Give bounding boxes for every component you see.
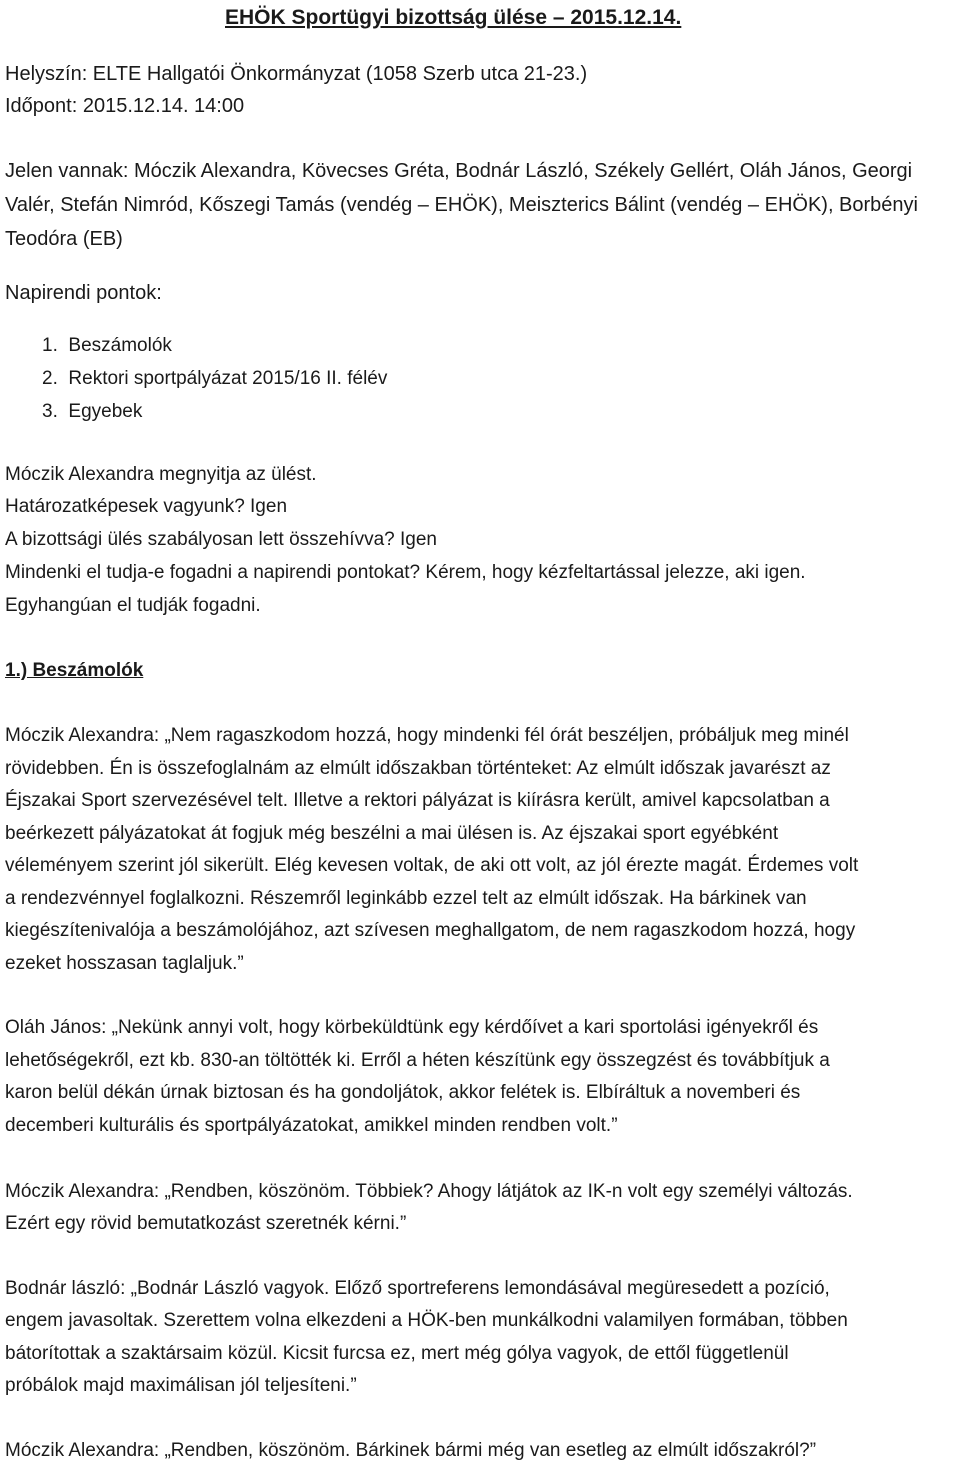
paragraph-line: decemberi kulturális és sportpályázatokat, amikkel minden rendben volt.”: [5, 1115, 618, 1136]
agenda-item: 2. Rektori sportpályázat 2015/16 II. félév: [42, 368, 388, 389]
paragraph-line: engem javasoltak. Szerettem volna elkezdeni a HÖK-ben munkálkodni valamilyen formában, többen: [5, 1310, 848, 1331]
paragraph-line: Móczik Alexandra: „Rendben, köszönöm. Többiek? Ahogy látjátok az IK-n volt egy személyi változás.: [5, 1181, 853, 1202]
paragraph-line: Ezért egy rövid bemutatkozást szeretnék kérni.”: [5, 1213, 407, 1234]
paragraph-line: rövidebben. Én is összefoglalnám az elmúlt időszakban történteket: Az elmúlt időszak javarészt az: [5, 758, 831, 779]
attendees-line: Jelen vannak: Móczik Alexandra, Kövecses Gréta, Bodnár László, Székely Gellért, Oláh János, Georgi: [5, 160, 913, 182]
paragraph-line: a rendezvénnyel foglalkozni. Részemről leginkább ezzel telt az elmúlt időszak. Ha bárkinek van: [5, 888, 807, 909]
opening-line: Határozatképesek vagyunk? Igen: [5, 496, 288, 517]
paragraph-line: karon belül dékán úrnak biztosan és ha gondoljátok, akkor felétek is. Elbíráltuk a novemberi és: [5, 1082, 801, 1103]
attendees-line: Valér, Stefán Nimród, Kőszegi Tamás (vendég – EHÖK), Meiszterics Bálint (vendég – EHÖK), Borbényi: [5, 194, 918, 216]
paragraph-line: Bodnár lászló: „Bodnár László vagyok. Előző sportreferens lemondásával megüresedett a pozíció,: [5, 1278, 830, 1299]
paragraph-line: Oláh János: „Nekünk annyi volt, hogy körbeküldtünk egy kérdőívet a kari sportolási igényekről és: [5, 1017, 819, 1038]
paragraph-line: Móczik Alexandra: „Nem ragaszkodom hozzá, hogy mindenki fél órát beszéljen, próbáljuk meg minél: [5, 725, 849, 746]
opening-line: Egyhangúan el tudják fogadni.: [5, 595, 261, 616]
opening-line: Mindenki el tudja-e fogadni a napirendi pontokat? Kérem, hogy kézfeltartással jelezze, aki igen.: [5, 562, 806, 583]
paragraph-line: véleményem szerint jól sikerült. Elég kevesen voltak, de aki ott volt, az jól érezte magát. Érdemes volt: [5, 855, 859, 876]
meeting-location: Helyszín: ELTE Hallgatói Önkormányzat (1058 Szerb utca 21-23.): [5, 63, 588, 85]
agenda-item: 1. Beszámolók: [42, 335, 172, 356]
paragraph-line: lehetőségekről, ezt kb. 830-an töltötték ki. Erről a héten készítünk egy összegzést és továbbítjuk a: [5, 1050, 830, 1071]
section-heading-beszamolok: 1.) Beszámolók: [5, 660, 144, 681]
paragraph-line: ezeket hosszasan taglaljuk.”: [5, 953, 244, 974]
opening-line: A bizottsági ülés szabályosan lett összehívva? Igen: [5, 529, 437, 550]
paragraph-line: bátorítottak a szaktársaim közül. Kicsit furcsa ez, mert még gólya vagyok, de ettől függetlenül: [5, 1343, 789, 1364]
opening-line: Móczik Alexandra megnyitja az ülést.: [5, 464, 317, 485]
paragraph-line: Éjszakai Sport szervezésével telt. Illetve a rektori pályázat is kiírásra került, amivel kapcsolatban a: [5, 790, 830, 811]
paragraph-line: próbálok majd maximálisan jól teljesíteni.”: [5, 1375, 357, 1396]
paragraph-line: kiegészítenivalója a beszámolójához, azt szívesen meghallgatom, de nem ragaszkodom hozzá, hogy: [5, 920, 856, 941]
document-title: EHÖK Sportügyi bizottság ülése – 2015.12.14.: [225, 6, 682, 29]
attendees-line: Teodóra (EB): [5, 228, 123, 250]
agenda-label: Napirendi pontok:: [5, 282, 162, 304]
agenda-item: 3. Egyebek: [42, 401, 143, 422]
paragraph-line: Móczik Alexandra: „Rendben, köszönöm. Bárkinek bármi még van esetleg az elmúlt időszakról?”: [5, 1440, 817, 1461]
meeting-time: Időpont: 2015.12.14. 14:00: [5, 95, 245, 117]
paragraph-line: beérkezett pályázatokat át fogjuk még beszélni a mai ülésen is. Az éjszakai sport egyébként: [5, 823, 779, 844]
